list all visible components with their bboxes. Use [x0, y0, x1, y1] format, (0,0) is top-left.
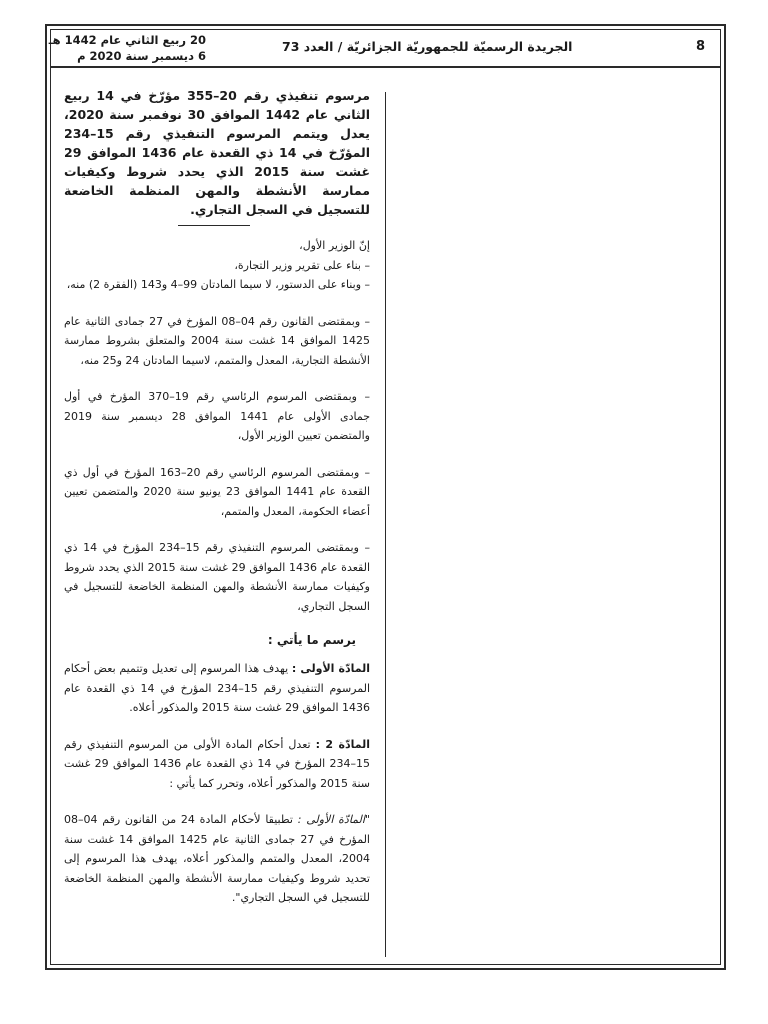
decree-column: [64, 86, 370, 925]
preamble-line: – بناء على تقرير وزير التجارة،: [234, 258, 370, 272]
preamble-line: إنّ الوزير الأول،: [299, 239, 370, 252]
page-header: [50, 29, 721, 68]
decree-title: مرسوم تنفيذي رقم 20–355 مؤرّخ في 14 ربيع الثاني عام 1442 الموافق 30 نوفمبر سنة 2020، يعدل ويتمم المرسوم التنفيذي رقم 15–234 المؤرّخ في 14 ذي القعدة عام 1436 الموافق 29 غشت سنة 2015 الذي يحدد شروط وكيفيات ممارسة الأنشطة والمهن المنظمة الخاضعة للتسجيل في السجل التجاري.: [64, 88, 371, 217]
title-separator: [178, 225, 250, 226]
quoted-article-text: تطبيقا لأحكام المادة 24 من القانون رقم 04–08 المؤرخ في 27 جمادى الثانية عام 1425 الموافق 14 غشت سنة 2004، المعدل والمتمم والمذكور أعلاه، يهدف هذا المرسوم إلى تحديد شروط وكيفيات ممارسة الأنشطة والمهن المنظمة الخاضعة للتسجيل في السجل التجاري".: [64, 813, 370, 904]
preamble-line: – وبمقتضى المرسوم الرئاسي رقم 20–163 المؤرخ في أول ذي القعدة عام 1441 الموافق 23 يونيو سنة 2020 والمتضمن تعيين أعضاء الحكومة، المعدل والمتمم،: [64, 465, 371, 518]
quoted-article-label: "المادّة الأولى :: [297, 813, 371, 826]
gregorian-date: 6 ديسمبر سنة 2020 م: [77, 49, 206, 63]
article-2: [64, 735, 370, 794]
journal-title: الجريدة الرسميّة للجمهوريّة الجزائريّة / العدد 73: [282, 39, 573, 54]
hijri-date: 20 ربيع الثاني عام 1442 هـ: [48, 33, 206, 47]
preamble-line: – وبمقتضى المرسوم التنفيذي رقم 15–234 المؤرخ في 14 ذي القعدة عام 1436 الموافق 29 غشت سنة 2015 الذي يحدد شروط وكيفيات ممارسة الأنشطة والمهن المنظمة الخاضعة للتسجيل في السجل التجاري،: [64, 541, 371, 613]
preamble-line: – وبمقتضى القانون رقم 04–08 المؤرخ في 27 جمادى الثانية عام 1425 الموافق 14 غشت سنة 2004 والمتعلق بشروط ممارسة الأنشطة التجارية، المعدل والمتمم، لاسيما المادتان 24 و25 منه،: [64, 314, 371, 367]
column-divider: [385, 92, 386, 957]
article-1-label: المادّة الأولى :: [291, 662, 371, 675]
article-1-text: يهدف هذا المرسوم إلى تعديل وتتميم بعض أحكام المرسوم التنفيذي رقم 15–234 المؤرخ في 14 ذي القعدة عام 1436 الموافق 29 غشت سنة 2015 والمذكور أعلاه.: [64, 662, 370, 714]
decree-heading: يرسم ما يأتي :: [267, 633, 356, 647]
article-2-text: تعدل أحكام المادة الأولى من المرسوم التنفيذي رقم 15–234 المؤرخ في 14 ذي القعدة عام 1436 الموافق 29 غشت سنة 2015 والمذكور أعلاه، وتحرر كما يأتي :: [64, 737, 370, 790]
quoted-article: [64, 810, 370, 908]
article-1: [64, 659, 370, 718]
preamble-line: – وبمقتضى المرسوم الرئاسي رقم 19–370 المؤرخ في أول جمادى الأولى عام 1441 الموافق 28 ديسمبر سنة 2019 والمتضمن تعيين الوزير الأول،: [64, 390, 370, 442]
preamble-line: – وبناء على الدستور، لا سيما المادتان 99–4 و143 (الفقرة 2) منه،: [66, 278, 370, 291]
page-number: 8: [695, 39, 705, 54]
issue-date: [48, 32, 206, 64]
article-2-label: المادّة 2 :: [315, 737, 371, 751]
